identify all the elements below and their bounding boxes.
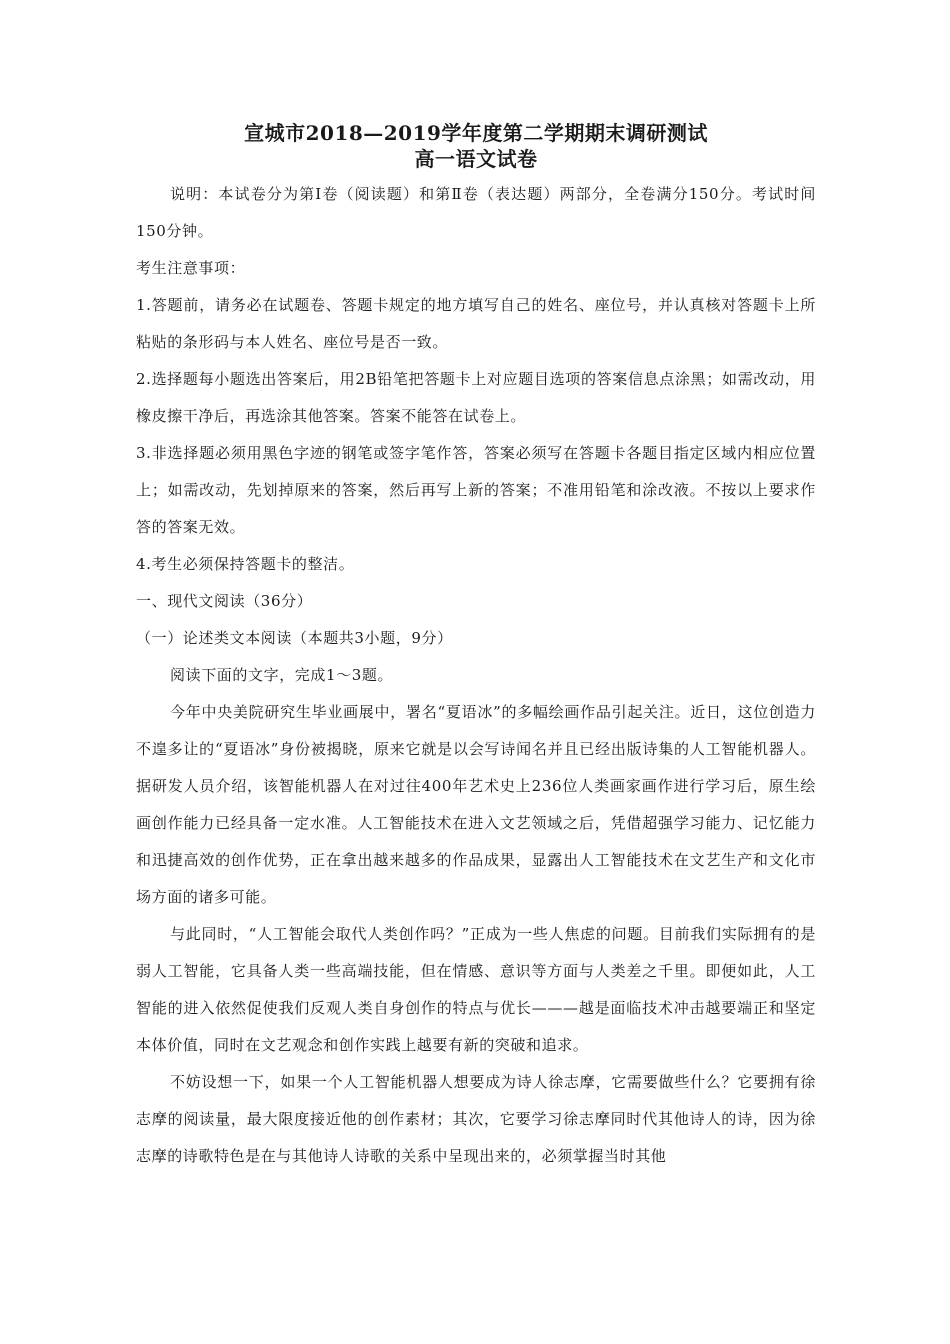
section-heading: 一、现代文阅读（36分）: [136, 592, 313, 610]
passage-paragraph-3: 不妨设想一下，如果一个人工智能机器人想要成为诗人徐志摩，它需要做些什么？它要拥有徐志摩的阅读量，最大限度接近他的创作素材；其次，它要学习徐志摩同时代其他诗人的诗，因为徐志摩的诗歌特色是在与其他诗人诗歌的关系中呈现出来的，必须掌握当时其他: [136, 1073, 816, 1165]
passage-paragraph-2: 与此同时，“人工智能会取代人类创作吗？”正成为一些人焦虑的问题。目前我们实际拥有的是弱人工智能，它具备人类一些高端技能，但在情感、意识等方面与人类差之千里。即便如此，人工智能的进入依然促使我们反观人类自身创作的特点与优长———越是面临技术冲击越要端正和坚定本体价值，同时在文艺观念和创作实践上越要有新的突破和追求。: [136, 925, 816, 1054]
reading-instruction: 阅读下面的文字，完成1～3题。: [170, 666, 394, 684]
notice-item-2: 2.选择题每小题选出答案后，用2B铅笔把答题卡上对应题目选项的答案信息点涂黑；如需改动，用橡皮擦干净后，再选涂其他答案。答案不能答在试卷上。: [136, 370, 816, 425]
exam-subtitle: 高一语文试卷: [414, 147, 538, 171]
exam-title: 宣城市2018—2019学年度第二学期期末调研测试: [244, 121, 708, 145]
notice-heading: 考生注意事项：: [136, 259, 246, 277]
section-sub-heading: （一）论述类文本阅读（本题共3小题，9分）: [136, 629, 453, 647]
notice-item-4: 4.考生必须保持答题卡的整洁。: [136, 555, 355, 573]
exam-page: [136, 120, 816, 1175]
notice-item-3: 3.非选择题必须用黑色字迹的钢笔或签字笔作答，答案必须写在答题卡各题目指定区域内相应位置上；如需改动，先划掉原来的答案，然后再写上新的答案；不准用铅笔和涂改液。不按以上要求作答的答案无效。: [136, 444, 816, 536]
notice-item-1: 1.答题前，请务必在试题卷、答题卡规定的地方填写自己的姓名、座位号，并认真核对答题卡上所粘贴的条形码与本人姓名、座位号是否一致。: [136, 296, 816, 351]
passage-paragraph-1: 今年中央美院研究生毕业画展中，署名“夏语冰”的多幅绘画作品引起关注。近日，这位创造力不遑多让的“夏语冰”身份被揭晓，原来它就是以会写诗闻名并且已经出版诗集的人工智能机器人。据研发人员介绍，该智能机器人在对过往400年艺术史上236位人类画家画作进行学习后，原生绘画创作能力已经具备一定水准。人工智能技术在进入文艺领域之后，凭借超强学习能力、记忆能力和迅捷高效的创作优势，正在拿出越来越多的作品成果，显露出人工智能技术在文艺生产和文化市场方面的诸多可能。: [136, 703, 816, 906]
exam-description: 说明：本试卷分为第Ⅰ卷（阅读题）和第Ⅱ卷（表达题）两部分，全卷满分150分。考试时间150分钟。: [136, 185, 816, 240]
